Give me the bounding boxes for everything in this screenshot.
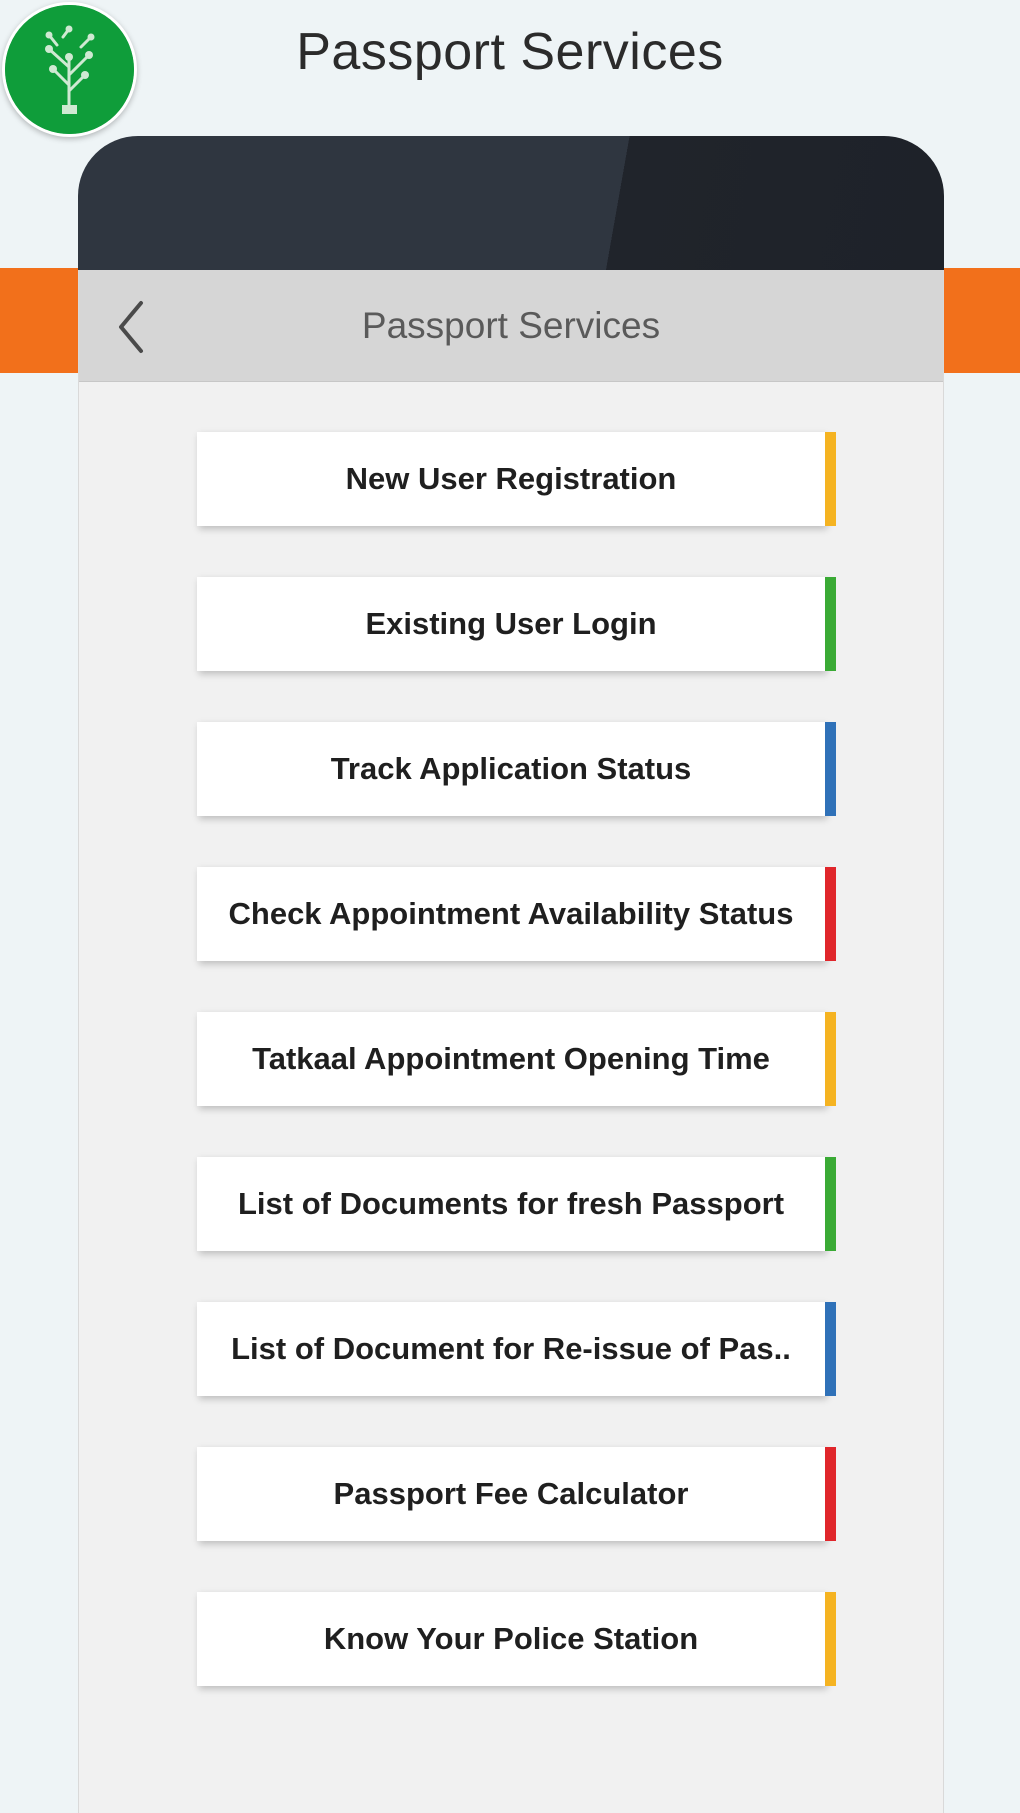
chevron-left-icon [115,299,149,355]
menu-item-label: Check Appointment Availability Status [228,896,794,931]
passport-services-menu [79,382,943,1813]
menu-item-new-user-registration[interactable] [197,432,825,526]
menu-item-label: Know Your Police Station [323,1621,699,1656]
app-bar-title: Passport Services [361,305,661,346]
menu-item-accent-bar [825,722,836,816]
menu-item-accent-bar [825,1592,836,1686]
menu-item-check-appointment-availability-status[interactable] [197,867,825,961]
menu-item-label: Passport Fee Calculator [333,1476,689,1511]
menu-item-accent-bar [825,1302,836,1396]
menu-item-accent-bar [825,1157,836,1251]
menu-item-label: New User Registration [345,461,677,496]
menu-item-accent-bar [825,1447,836,1541]
menu-item-list-of-document-reissue-passport[interactable] [197,1302,825,1396]
green-tree-circle-logo-icon [2,2,137,137]
menu-item-tatkaal-appointment-opening-time[interactable] [197,1012,825,1106]
phone-mockup [78,136,944,1813]
menu-item-label: Track Application Status [330,751,692,786]
phone-screen [78,270,944,1813]
menu-item-accent-bar [825,577,836,671]
menu-item-existing-user-login[interactable] [197,577,825,671]
menu-item-accent-bar [825,1012,836,1106]
menu-item-label: Tatkaal Appointment Opening Time [252,1041,770,1076]
phone-top-bezel [78,136,944,270]
menu-item-passport-fee-calculator[interactable] [197,1447,825,1541]
menu-item-list-of-documents-fresh-passport[interactable] [197,1157,825,1251]
menu-item-track-application-status[interactable] [197,722,825,816]
menu-item-label: Existing User Login [365,606,657,641]
app-action-bar [79,270,943,382]
page-title: Passport Services [296,23,724,81]
menu-item-accent-bar [825,432,836,526]
back-button[interactable] [101,296,163,358]
menu-item-know-your-police-station[interactable] [197,1592,825,1686]
menu-item-label: List of Document for Re-issue of Pas.. [231,1331,791,1366]
menu-item-label: List of Documents for fresh Passport [237,1186,785,1221]
menu-item-accent-bar [825,867,836,961]
